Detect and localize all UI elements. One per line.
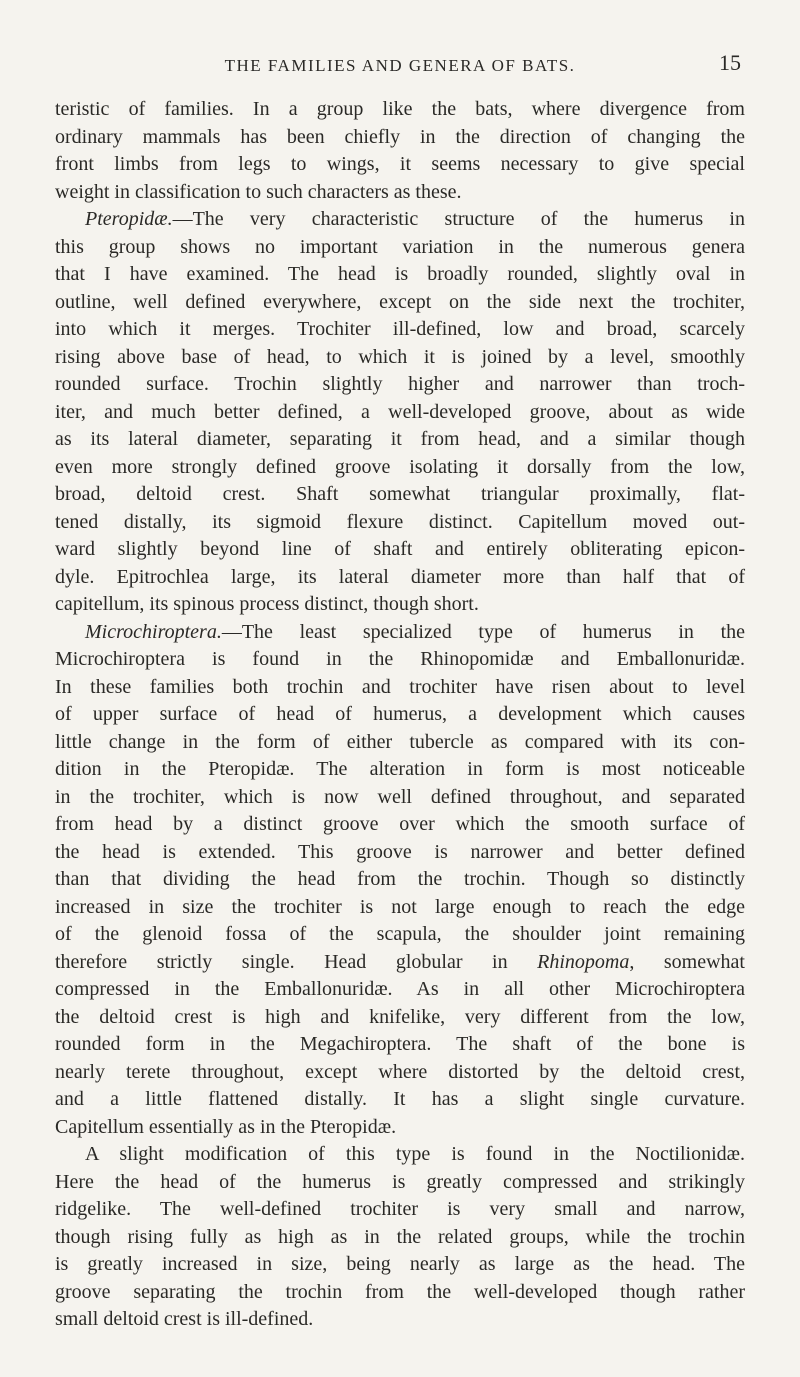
text-line: broad, deltoid crest. Shaft somewhat triangular proximally, flat- <box>55 483 745 505</box>
text-line: compressed in the Emballonuridæ. As in all other Microchiroptera <box>55 978 745 1000</box>
text-line: even more strongly defined groove isolating it dorsally from the low, <box>55 455 745 478</box>
text-line: is greatly increased in size, being nearly as large as the head. The <box>55 1253 745 1275</box>
text-line: groove separating the trochin from the well-developed though rather <box>55 1280 745 1303</box>
text-line: outline, well defined everywhere, except on the side next the trochiter, <box>55 290 745 313</box>
section-heading-microchiroptera: Microchiroptera. <box>85 620 222 643</box>
text-line: weight in classification to such characters as these. <box>55 180 462 203</box>
text-line: the deltoid crest is high and knifelike, very different from the low, <box>55 1005 745 1028</box>
text-line: this group shows no important variation in the numerous genera <box>55 235 745 258</box>
text-line: Capitellum essentially as in the Pteropidæ. <box>55 1115 397 1138</box>
text-line: that I have examined. The head is broadly rounded, slightly oval in <box>55 263 745 285</box>
text-line: A slight modification of this type is found in the Noctilionidæ. <box>85 1143 745 1165</box>
text-line: from head by a distinct groove over which the smooth surface of <box>55 813 745 835</box>
text-line: therefore strictly single. Head globular in Rhinopoma, somewhat <box>55 950 745 973</box>
text-line: ridgelike. The well-defined trochiter is very small and narrow, <box>55 1198 745 1220</box>
text-line: small deltoid crest is ill-defined. <box>55 1308 314 1330</box>
text-line: of the glenoid fossa of the scapula, the shoulder joint remaining <box>55 923 745 945</box>
running-title: THE FAMILIES AND GENERA OF BATS. <box>224 56 576 75</box>
text-line: and a little flattened distally. It has a slight single curvature. <box>55 1088 745 1110</box>
text-line: ordinary mammals has been chiefly in the direction of changing the <box>55 125 745 148</box>
text-line: in the trochiter, which is now well defined throughout, and separated <box>55 785 745 808</box>
text-line: rounded form in the Megachiroptera. The shaft of the bone is <box>55 1033 745 1055</box>
text-line: into which it merges. Trochiter ill-defined, low and broad, scarcely <box>55 318 745 340</box>
text-line: rising above base of head, to which it is joined by a level, smoothly <box>55 345 745 368</box>
text-line: Pteropidæ.—The very characteristic structure of the humerus in <box>85 208 745 230</box>
text-line: rounded surface. Trochin slightly higher and narrower than troch- <box>55 373 745 395</box>
text-line: the head is extended. This groove is narrower and better defined <box>55 840 745 863</box>
page-number: 15 <box>719 50 741 75</box>
text-line: as its lateral diameter, separating it from head, and a similar though <box>55 428 745 450</box>
text-line: front limbs from legs to wings, it seems necessary to give special <box>55 153 745 175</box>
text-line: than that dividing the head from the trochin. Though so distinctly <box>55 868 745 890</box>
text-line: little change in the form of either tubercle as compared with its con- <box>55 730 745 753</box>
text-line: iter, and much better defined, a well-developed groove, about as wide <box>55 400 745 423</box>
text-line: nearly terete throughout, except where distorted by the deltoid crest, <box>55 1060 745 1083</box>
text-line: Here the head of the humerus is greatly compressed and strikingly <box>55 1170 745 1193</box>
genus-rhinopoma: Rhinopoma <box>537 950 630 973</box>
text-line: Microchiroptera is found in the Rhinopomidæ and Emballonuridæ. <box>55 648 745 670</box>
text-line: increased in size the trochiter is not large enough to reach the edge <box>55 895 745 918</box>
text-line: ward slightly beyond line of shaft and entirely obliterating epicon- <box>55 538 745 560</box>
text-line: dyle. Epitrochlea large, its lateral diameter more than half that of <box>55 565 745 588</box>
text-line: teristic of families. In a group like the bats, where divergence from <box>55 98 745 120</box>
section-heading-pteropidae: Pteropidæ. <box>85 208 173 230</box>
text-line: capitellum, its spinous process distinct, though short. <box>55 593 479 615</box>
text-line: tened distally, its sigmoid flexure distinct. Capitellum moved out- <box>55 510 745 533</box>
body-text <box>55 96 745 1334</box>
text-line: dition in the Pteropidæ. The alteration in form is most noticeable <box>55 758 745 780</box>
text-line: In these families both trochin and trochiter have risen about to level <box>55 675 745 698</box>
text-line: Microchiroptera.—The least specialized type of humerus in the <box>85 620 745 643</box>
text-line: of upper surface of head of humerus, a development which causes <box>55 703 745 725</box>
text-line: though rising fully as high as in the related groups, while the trochin <box>55 1225 745 1248</box>
